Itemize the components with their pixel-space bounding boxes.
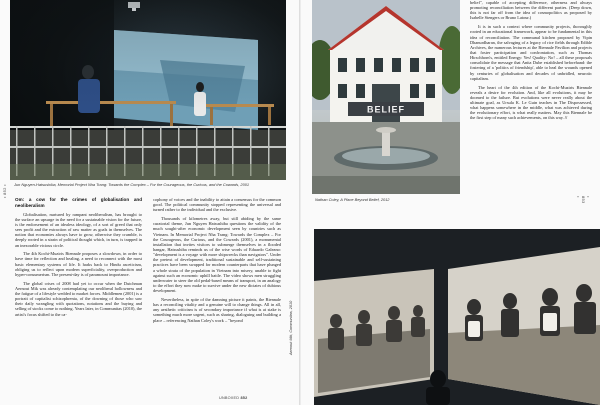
paragraph: The global crises of 2008 had yet to occur when the Dutchman Aernout Mik was already contemplating our neoliberal hollowness and the fatigue of a lifestyle wedded to market forces. Middlemen (2001) is a portrait of capitalist schizophrenia, of the downing of those who saw their daily wrangling with quotations, notations and the buying and selling of stocks come to nothing. Years later, in Communitas (2010), the artist's focus shifted to the ca- [15,280,143,317]
classroom-caption: Aernout Mik, Communitas, 2010 [289,300,293,355]
belief-sign-text: BELIEF [366,104,406,115]
right-page-number: • 853 • [576,196,591,204]
article-heading: Om: a cow for the crimes of globalisation and neoliberalism [15,197,142,208]
building-caption: Nathan Coley, A Place Beyond Belief, 2012 [315,197,390,202]
wall-shading [10,0,286,180]
text-column-1 [15,197,142,320]
text-column-3 [470,0,592,124]
left-page-number: • 852 • [2,184,7,198]
paragraph: Nevertheless, in spite of the damning picture it paints, the Biennale has a reconciling vitality and a genuine will to change things. All in all, any aesthetic criticism is of secondary importance if what is at stake is something much more urgent, such as sharing, dialoguing and building a place – referencing Nathan Coley's work – "beyond [153,297,281,323]
installation-photo [10,0,286,180]
classroom-illustration [314,229,600,405]
folio-page: 852 [240,396,248,400]
classroom-photo [314,229,600,405]
paragraph [470,85,592,121]
installation-caption: Jun Nguyen-Hatsushiba, Memorial Project Nha Trang: Towards the Complex – For the Courageous, the Curious, and the Cowards, 2001 [14,182,250,187]
fountain-top [376,127,396,133]
page-gutter [299,0,301,405]
viewer-body [426,387,450,405]
folio-brand: UNBOXED [219,396,240,400]
paragraph: Thousands of kilometres away, but still abiding by the same curatorial theme, Jun Nguyen Hatsushiba questions the validity of the much sought-after economic development seen by countries such as Vietnam. In Memorial Project Nha Trang: Towards the Complex – For the Courageous, the Curious, and the Cowards (2001), a monumental installation that invites visitors to submerge themselves in a flooded hangar, Hatsushiba reminds us of the wise words of Eduardo Galeano: "development is a voyage with more shipwrecks than navigators". Under the pretext of development, traditional sustainable and self-sustaining practices have been swapped for modern counterparts that have plunged a whole strata of the population in Vietnam into misery, unable to fight against such an economic uphill battle. The video shows men struggling underwater to steer the old pedal-based means of transport, in an analogy to the effort they now make to survive under the new dictates of dubious development. [153,216,281,294]
foreground-paving [312,176,460,194]
viewer-head [430,370,446,388]
folio [219,396,247,400]
fountain-column [382,130,390,156]
paragraph: It is in such a context where community projects, thoroughly rooted in an educational framework, appear to be fundamental in this idea of reconciliation. The communal kitchen proposed by Vipin Dhanurdharan, the salvaging of a legacy of rice fields through Edible Archives, the numerous lectures at the Biennale Pavilion and projects that foster participation and confrontation, such as Thomas Hirschhorn's, entitled Energy: Yes! Quality: No! – all these proposals consolidate the message that Anita Dube established beforehand: the fostering of a 'politics of friendship', able to heal the wounds opened by centuries of globalisation and decades of unbridled, neurotic capitalism. [470,24,592,81]
end-mark: // [564,115,568,121]
building-illustration [312,0,460,194]
text-column-2 [153,197,281,326]
paragraph: cophony of voices and the inability to attain a consensus for the common good. The political community stopped representing the universal and turned rather to the individual and the exclusive. [153,197,281,213]
paragraph-text: The heart of the 4th edition of the Kochi-Muziris Biennale reveals a desire for evolution. And, like all evolutions, it may be doomed to the failure. But evolutions were never really about the ultimate goal, as Ursula K. Le Guin teaches in The Dispossessed, what happens somewhere in the middle, what was achieved during the evolutionary effort, is what really matters. May this Biennale be the first step of many such achievements, on this way. [470,84,592,121]
paragraph: belief", capable of accepting difference, otherness and always promoting reconciliation between the different parties. (Deep down, this is not far off from the idea of cosmopolitics as proposed by Isabelle Stengers or Bruno Latour.) [470,0,592,21]
building-photo [312,0,460,194]
paragraph: The 4th Kochi-Muziris Biennale proposes a slowdown, in order to have time for reflection and healing, a need to reconnect with the most basic elementary systems of life. It harks back to Hindu asceticism, obliging us to reflect upon modern superficiality, overproduction and hyper-consumerism. The present-day is of paramount importance. [15,251,142,277]
paragraph: Globalisation, nurtured by rampant neoliberalism, has brought to the surface an upsurge in the need for a sustainable vision for the future, is the endorsement of an idealess ideology, of a sort of greed that only sees profit and the extraction of raw matter as goals in themselves. The notion that economies always have to grow, otherwise they crumble, is deeply rooted in a strain of political thought which, in turn, is trapped in an inexorable vicious circle. [15,211,142,248]
